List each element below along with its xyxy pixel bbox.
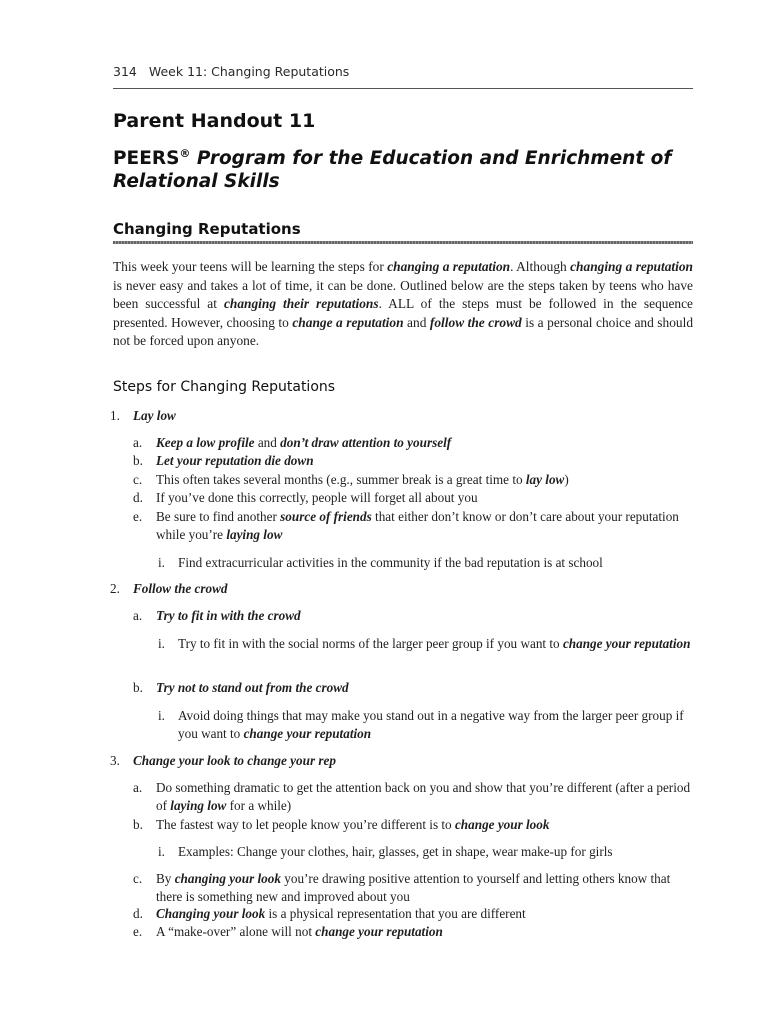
list-marker: a. (133, 435, 143, 450)
intro-paragraph (113, 258, 693, 351)
list-item (156, 679, 349, 697)
emphasis-text: source of friends (280, 509, 372, 524)
list-item (178, 554, 603, 572)
list-marker: d. (133, 490, 143, 505)
list-item (178, 635, 693, 653)
list-item (156, 870, 691, 906)
program-title (113, 142, 673, 193)
list-marker: c. (133, 871, 143, 886)
emphasis-text: Changing your look (156, 906, 266, 921)
list-marker: d. (133, 906, 143, 921)
list-marker: a. (133, 608, 143, 623)
emphasis-text: laying low (170, 798, 227, 813)
registered-mark: ® (179, 147, 191, 160)
emphasis-text: Change your look to change your rep (133, 753, 336, 768)
emphasis-text: change your reputation (315, 924, 443, 939)
emphasis-text: Try not to stand out from the crowd (156, 680, 349, 695)
emphasis-text: changing a reputation (570, 259, 693, 274)
list-item (178, 843, 613, 861)
list-marker: i. (158, 555, 165, 570)
list-marker: b. (133, 817, 143, 832)
running-header (113, 64, 695, 79)
text-run: Examples: Change your clothes, hair, glasses, get in shape, wear make-up for girls (178, 844, 613, 859)
list-item (156, 779, 691, 815)
program-name: Program for the Education and Enrichment of Relational Skills (113, 148, 672, 192)
list-item (156, 489, 478, 507)
list-item (133, 407, 176, 425)
list-marker: i. (158, 636, 165, 651)
text-run: The fastest way to let people know you’re different is to (156, 817, 455, 832)
list-item (133, 752, 336, 770)
emphasis-text: Lay low (133, 408, 176, 423)
list-item (156, 434, 451, 452)
list-item (156, 816, 549, 834)
list-item (156, 471, 569, 489)
text-run: Try to fit in with the social norms of the larger peer group if you want to (178, 636, 563, 651)
text-run: is a personal choice and should not be forced upon anyone. (113, 314, 694, 348)
emphasis-text: change your reputation (562, 636, 691, 651)
list-item (156, 905, 526, 923)
list-item (156, 923, 443, 941)
list-marker: i. (158, 708, 165, 723)
text-run: for a while) (226, 798, 292, 813)
program-brand: PEERS (113, 148, 180, 169)
emphasis-text: Keep a low profile (156, 435, 255, 450)
text-run: and (403, 314, 430, 330)
text-run: Find extracurricular activities in the community if the bad reputation is at school (178, 555, 603, 570)
text-run: Be sure to find another (156, 509, 281, 524)
list-item (178, 707, 693, 743)
list-marker: i. (158, 844, 165, 859)
emphasis-text: lay low (525, 472, 565, 487)
text-run: . ALL of the steps must be followed in the sequence presented. However, choosing to (113, 296, 693, 330)
text-run: This week your teens will be learning the steps for (113, 259, 388, 274)
text-run: that either don’t know or don’t care about your reputation while you’re (156, 509, 679, 542)
text-run: you’re drawing positive attention to yourself and letting others know that there is something new and improved about you (156, 871, 671, 904)
list-marker: e. (133, 509, 143, 524)
emphasis-text: changing their reputations (223, 296, 379, 311)
section-title: Changing Reputations (113, 220, 301, 238)
list-item (156, 508, 696, 544)
emphasis-text: Let your reputation die down (156, 453, 314, 468)
emphasis-text: Try to fit in with the crowd (156, 608, 301, 623)
text-run: A “make-over” alone will not (156, 924, 316, 939)
list-item (156, 452, 314, 470)
section-rule (113, 241, 693, 244)
text-run: By (156, 871, 175, 886)
emphasis-text: change your look (454, 817, 550, 832)
text-run: Avoid doing things that may make you stand out in a negative way from the larger peer group if you want to (178, 708, 684, 741)
handout-title: Parent Handout 11 (113, 110, 316, 132)
list-marker: a. (133, 780, 143, 795)
emphasis-text: don’t draw attention to yourself (280, 435, 452, 450)
list-marker: b. (133, 453, 143, 468)
list-item (133, 580, 228, 598)
text-run: and (254, 435, 281, 450)
emphasis-text: changing your look (174, 871, 281, 886)
running-title: Week 11: Changing Reputations (148, 64, 350, 79)
list-marker: e. (133, 924, 143, 939)
text-run: is never easy and takes a lot of time, it can be done. Outlined below are the steps taken by teens who have been successful at (113, 277, 693, 311)
list-marker: b. (133, 680, 143, 695)
emphasis-text: change a reputation (292, 314, 404, 330)
text-run: . Although (510, 259, 571, 274)
list-marker: c. (133, 472, 143, 487)
emphasis-text: change your reputation (243, 726, 372, 741)
list-item (156, 607, 301, 625)
emphasis-text: laying low (226, 527, 283, 542)
emphasis-text: follow the crowd (429, 314, 522, 330)
list-marker: 3. (110, 753, 120, 768)
text-run: is a physical representation that you are different (265, 906, 526, 921)
text-run: This often takes several months (e.g., summer break is a great time to (156, 472, 526, 487)
emphasis-text: changing a reputation (387, 259, 511, 274)
steps-title: Steps for Changing Reputations (113, 379, 336, 395)
list-marker: 1. (110, 408, 120, 423)
text-run: Do something dramatic to get the attention back on you and show that you’re different (after a period of (156, 780, 691, 813)
page-number: 314 (113, 64, 137, 79)
header-rule (113, 88, 693, 89)
text-run: If you’ve done this correctly, people will forget all about you (156, 490, 478, 505)
text-run: ) (564, 472, 569, 487)
list-marker: 2. (110, 581, 120, 596)
emphasis-text: Follow the crowd (133, 581, 228, 596)
